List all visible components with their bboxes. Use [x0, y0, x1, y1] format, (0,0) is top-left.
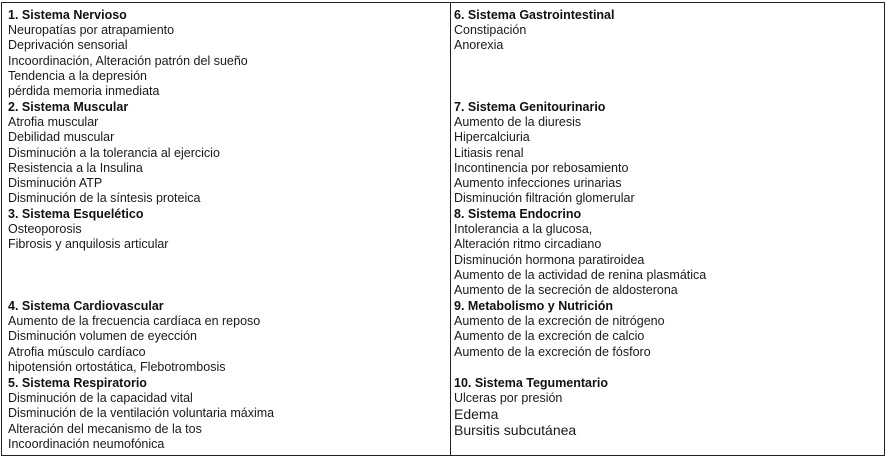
section-endocrino	[454, 207, 706, 298]
list-item: Constipación	[454, 23, 527, 38]
list-item: Osteoporosis	[8, 222, 82, 237]
section-metabolismo	[454, 299, 665, 360]
list-item: Bursitis subcutánea	[454, 422, 577, 439]
list-item: Disminución de la ventilación voluntaria máxima	[8, 406, 275, 421]
section-heading: 9. Metabolismo y Nutrición	[454, 299, 614, 313]
list-item: Aumento de la diuresis	[454, 115, 582, 130]
list-item: Disminución ATP	[8, 176, 103, 191]
section-cardiovascular	[8, 299, 260, 375]
section-heading: 5. Sistema Respiratorio	[8, 376, 147, 390]
list-item: Ulceras por presión	[454, 391, 563, 406]
list-item: Aumento de la frecuencia cardíaca en reposo	[8, 314, 261, 329]
list-item: Tendencia a la depresión	[8, 68, 147, 83]
list-item: Aumento de la excreción de nitrógeno	[454, 314, 665, 329]
list-item: Incoordinación, Alteración patrón del sueño	[8, 53, 248, 68]
list-item: Edema	[454, 406, 499, 423]
list-item: hipotensión ortostática, Flebotrombosis	[8, 359, 226, 374]
list-item: Incoordinación neumofónica	[8, 436, 165, 451]
list-item: Debilidad muscular	[8, 130, 115, 145]
list-item: Neuropatías por atrapamiento	[8, 23, 175, 38]
list-item: Aumento infecciones urinarias	[454, 176, 622, 191]
section-heading: 4. Sistema Cardiovascular	[8, 299, 164, 313]
list-item: Disminución de la síntesis proteica	[8, 191, 201, 206]
section-muscular	[8, 100, 220, 206]
list-item: Fibrosis y anquilosis articular	[8, 237, 169, 252]
list-item: Intolerancia a la glucosa,	[454, 222, 593, 237]
list-item: Hipercalciuria	[454, 130, 530, 145]
list-item: Litiasis renal	[454, 145, 524, 160]
list-item: Alteración ritmo circadiano	[454, 237, 602, 252]
list-item: pérdida memoria inmediata	[8, 84, 160, 99]
list-item: Disminución de la capacidad vital	[8, 391, 193, 406]
list-item: Aumento de la excreción de calcio	[454, 329, 645, 344]
list-item: Alteración del mecanismo de la tos	[8, 421, 202, 436]
section-gastrointestinal	[454, 8, 614, 54]
list-item: Disminución hormona paratiroidea	[454, 252, 645, 267]
list-item: Incontinencia por rebosamiento	[454, 160, 629, 175]
list-item: Disminución a la tolerancia al ejercicio	[8, 145, 220, 160]
list-item: Aumento de la excreción de fósforo	[454, 344, 651, 359]
section-heading: 10. Sistema Tegumentario	[454, 376, 608, 390]
list-item: Aumento de la actividad de renina plasmática	[454, 267, 707, 282]
section-heading: 2. Sistema Muscular	[8, 100, 129, 114]
section-heading: 1. Sistema Nervioso	[8, 8, 127, 22]
list-item: Anorexia	[454, 38, 504, 53]
list-item: Aumento de la secreción de aldosterona	[454, 283, 678, 298]
section-respiratorio	[8, 376, 274, 452]
section-nervioso	[8, 8, 248, 99]
table-frame	[1, 2, 885, 456]
list-item: Deprivación sensorial	[8, 38, 128, 53]
list-item: Disminución filtración glomerular	[454, 191, 635, 206]
list-item: Resistencia a la Insulina	[8, 160, 143, 175]
section-tegumentario	[454, 376, 608, 438]
section-heading: 3. Sistema Esquelético	[8, 207, 144, 221]
section-heading: 7. Sistema Genitourinario	[454, 100, 606, 114]
section-genitourinario	[454, 100, 635, 206]
section-heading: 8. Sistema Endocrino	[454, 207, 582, 221]
list-item: Atrofia muscular	[8, 115, 99, 130]
section-heading: 6. Sistema Gastrointestinal	[454, 8, 615, 22]
section-esqueletico	[8, 207, 168, 253]
list-item: Disminución volumen de eyección	[8, 329, 197, 344]
column-divider	[450, 3, 451, 455]
list-item: Atrofia músculo cardíaco	[8, 344, 146, 359]
